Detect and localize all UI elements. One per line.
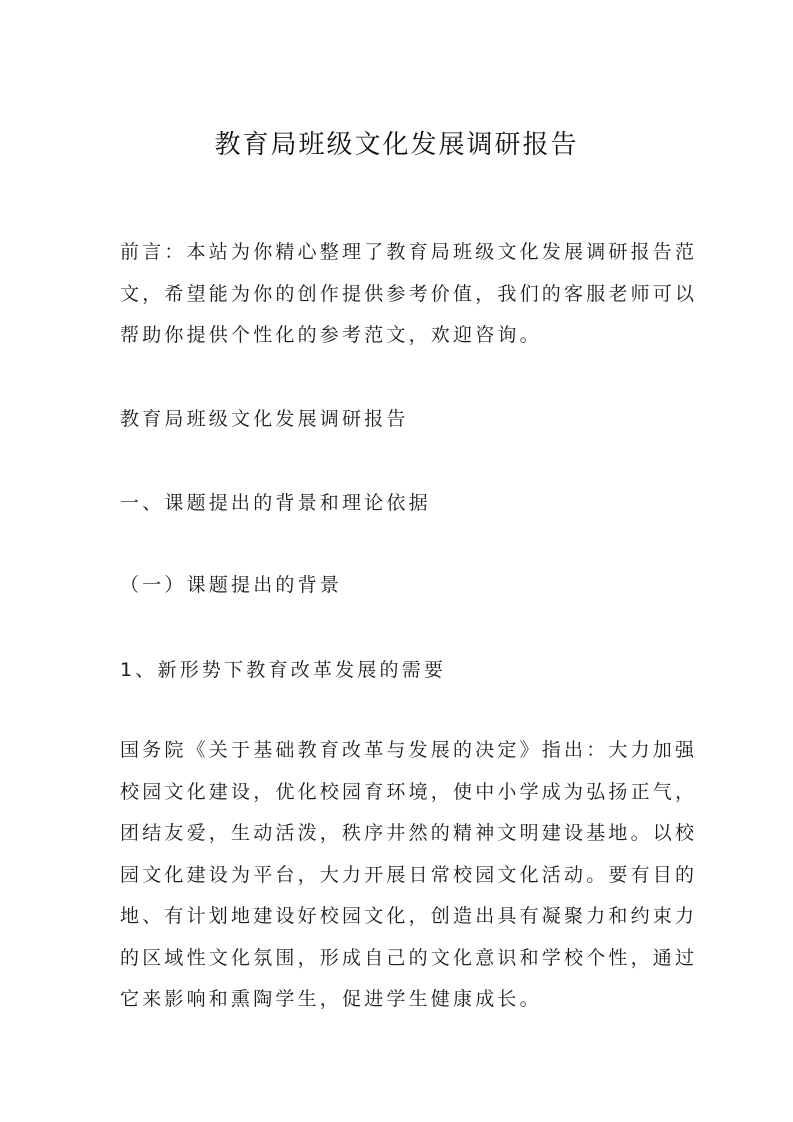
body-line: 园文化建设为平台，大力开展日常校园文化活动。要有目的	[120, 863, 698, 886]
section-heading: 一、课题提出的背景和理论依据	[120, 492, 431, 514]
preface-line: 帮助你提供个性化的参考范文，欢迎咨询。	[120, 324, 542, 346]
body-line: 地、有计划地建设好校园文化，创造出具有凝聚力和约束力	[120, 905, 698, 927]
preface-line: 文，希望能为你的创作提供参考价值，我们的客服老师可以	[120, 282, 698, 305]
body-paragraph	[120, 730, 698, 1021]
document-subtitle: 教育局班级文化发展调研报告	[120, 408, 409, 430]
subsection-heading: （一）课题提出的背景	[120, 574, 343, 596]
body-line: 它来影响和熏陶学生，促进学生健康成长。	[120, 988, 542, 1010]
body-line: 团结友爱，生动活泼，秩序井然的精神文明建设基地。以校	[120, 822, 698, 844]
item-heading: 1、新形势下教育改革发展的需要	[120, 659, 447, 681]
preface-paragraph	[120, 232, 698, 357]
body-line: 国务院《关于基础教育改革与发展的决定》指出：大力加强	[120, 739, 698, 761]
document-title: 教育局班级文化发展调研报告	[214, 130, 579, 160]
body-line: 的区域性文化氛围，形成自己的文化意识和学校个性，通过	[120, 946, 698, 969]
body-line: 校园文化建设，优化校园育环境，使中小学成为弘扬正气，	[120, 780, 698, 803]
preface-line: 前言：本站为你精心整理了教育局班级文化发展调研报告范	[120, 241, 698, 263]
